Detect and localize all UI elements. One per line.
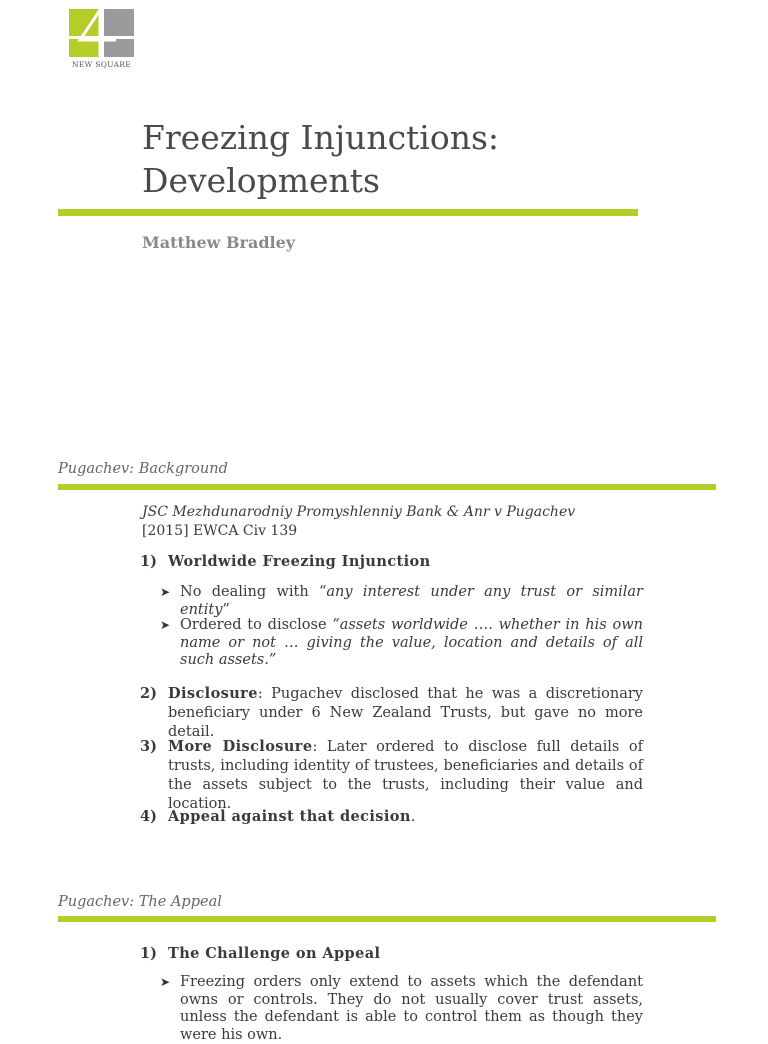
author-name: Matthew Bradley	[142, 233, 296, 252]
title-divider	[58, 209, 638, 216]
list-item-lead: Appeal against that decision	[168, 808, 411, 825]
list-item	[140, 737, 643, 814]
list-item	[140, 944, 643, 964]
bullet-item	[160, 617, 643, 670]
bullet-text-suffix: ”	[222, 601, 230, 618]
section-heading-appeal: Pugachev: The Appeal	[58, 894, 222, 910]
list-number: 1)	[140, 553, 157, 570]
logo-caption: NEW SQUARE	[71, 60, 132, 69]
list-item-lead: More Disclosure	[168, 738, 313, 755]
list-number: 4)	[140, 808, 157, 825]
list-item-text: : Later ordered to disclose full details of trusts, including identity of trustees, beneficiaries and details of the assets subject to the trusts, including their value and location.	[168, 739, 643, 812]
list-item-text: : Pugachev disclosed that he was a discretionary beneficiary under 6 New Zealand Trusts, but gave no more detail.	[168, 686, 643, 740]
bullet-text-prefix: No dealing with “	[180, 584, 327, 600]
list-item	[140, 552, 643, 572]
arrowhead-bullet-icon: ➤	[160, 585, 171, 599]
list-item	[140, 684, 643, 742]
citation-reference: [2015] EWCA Civ 139	[142, 523, 298, 539]
case-citation	[142, 503, 662, 541]
document-title	[142, 116, 662, 202]
title-line-2: Developments	[142, 161, 380, 200]
list-item-lead: The Challenge on Appeal	[168, 945, 381, 962]
citation-case-name: JSC Mezhdunarodniy Promyshlenniy Bank & Anr v Pugachev	[142, 504, 576, 520]
bullet-text-prefix: Ordered to disclose	[180, 617, 333, 633]
bullet-text-quote: “assets worldwide …. whether in his own name or not … giving the value, location and details of all such assets.”	[180, 617, 643, 668]
logo-four-mark-icon	[78, 8, 118, 58]
list-item-lead: Worldwide Freezing Injunction	[168, 553, 431, 570]
list-number: 3)	[140, 738, 157, 755]
section-heading-background: Pugachev: Background	[58, 461, 228, 477]
list-item-lead: Disclosure	[168, 685, 258, 702]
list-item-text: .	[410, 809, 416, 825]
arrowhead-bullet-icon: ➤	[160, 618, 171, 632]
section-divider-background	[58, 484, 716, 490]
arrowhead-bullet-icon: ➤	[160, 975, 171, 989]
bullet-text-quote: any interest under any trust or similar entity	[180, 584, 643, 618]
title-line-1: Freezing Injunctions:	[142, 118, 500, 157]
list-number: 2)	[140, 685, 157, 702]
bullet-item	[160, 584, 643, 619]
bullet-item	[160, 974, 643, 1044]
section-divider-appeal	[58, 916, 716, 922]
list-item	[140, 807, 643, 827]
list-number: 1)	[140, 945, 157, 962]
bullet-text: Freezing orders only extend to assets which the defendant owns or controls. They do not usually cover trust assets, unless the defendant is able to control them as though they were his own.	[180, 974, 643, 1043]
